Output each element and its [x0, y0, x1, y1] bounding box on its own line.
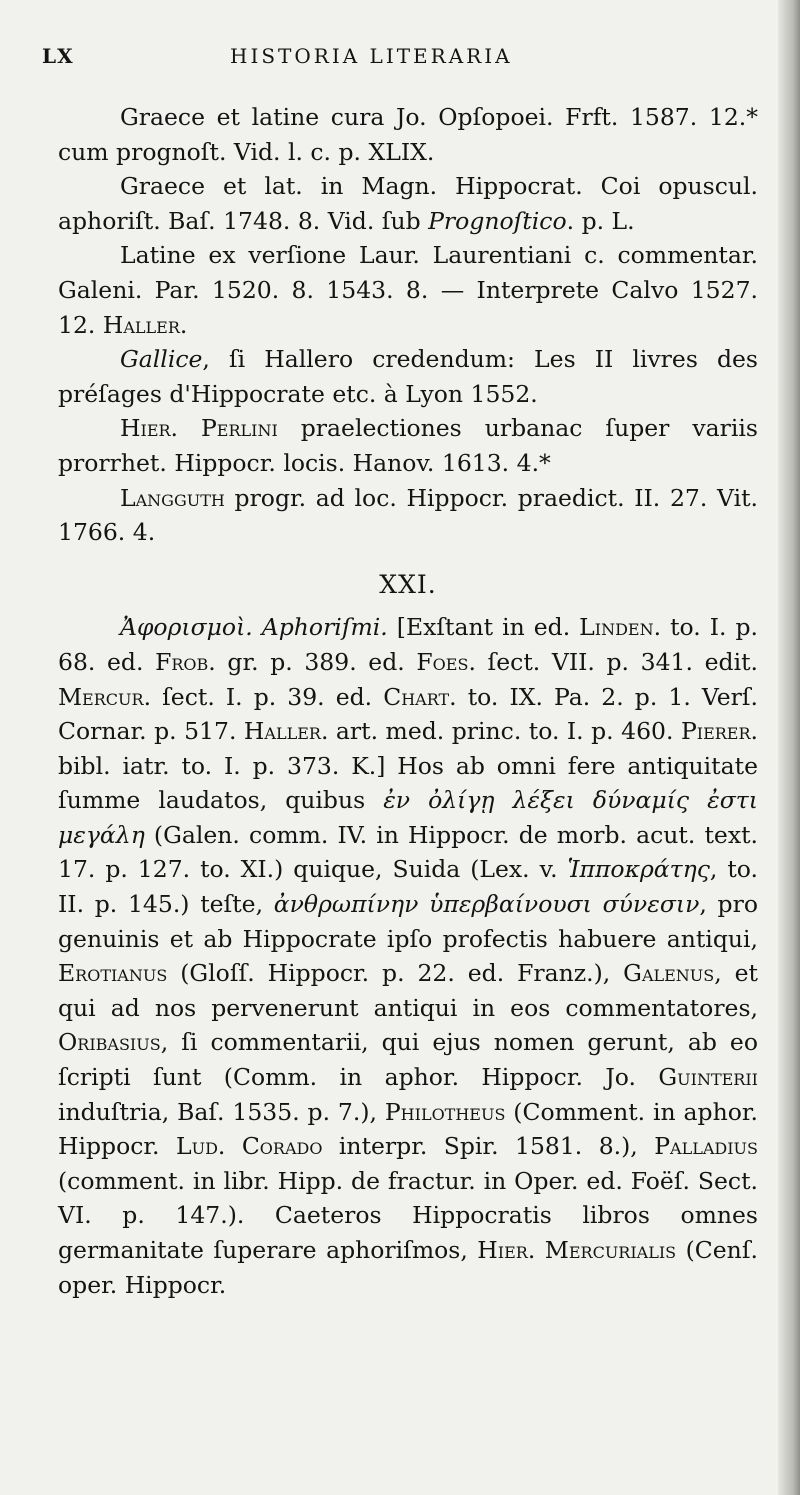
greek-title: Ἀφορισμοὶ.: [120, 613, 253, 642]
aphorismi-paragraph: Ἀφορισμοὶ. Aphoriſmi. [Exſtant in ed. Linden. to. I. p. 68. ed. Frob. gr. p. 389. ed. Foes. ſect. VII. p. 341. edit. Mercur. ſect. I. p. 39. ed. Chart. to. IX. Pa. 2. p. 1. Verſ. Cornar. p. 517. Haller. art. med. princ. to. I. p. 460. Pierer. bibl. iatr. to. I. p. 373. K.] Hos ab omni fere antiquitate ſumme laudatos, quibus ἐν ὀλίγῃ λέξει δύναμίς ἐστι μεγάλη (Galen. comm. IV. in Hippocr. de morb. acut. text. 17. p. 127. to. XI.) quique, Suida (Lex. v. Ἱπποκράτης, to. II. p. 145.) teſte, ἀνθρωπίνην ὑπερβαίνουσι σύνεσιν, pro genuinis et ab Hippocrate ipſo profectis habuere antiqui, Erotianus (Gloſſ. Hippocr. p. 22. ed. Franz.), Galenus, et qui ad nos pervenerunt antiqui in eos commentatores, Oribasius, ſi commentarii, qui ejus nomen gerunt, ab eo ſcripti ſunt (Comm. in aphor. Hippocr. Jo. Guinterii induſtria, Baſ. 1535. p. 7.), Philotheus (Comment. in aphor. Hippocr. Lud. Corado interpr. Spir. 1581. 8.), Palladius (comment. in libr. Hipp. de fractur. in Oper. ed. Foëſ. Sect. VI. p. 147.). Caeteros Hippocratis libros omnes germanitate ſuperare aphoriſmos, Hier. Mercurialis (Cenſ. oper. Hippocr.: [58, 613, 759, 1299]
section-heading: XXI.: [379, 569, 437, 599]
entry-graece-latine-opsopoei: Graece et latine cura Jo. Opſopoei. Frft. 1587. 12.* cum prognoſt. Vid. l. c. p. XLIX.: [58, 103, 758, 166]
greek-quote-1: ἐν ὀλίγῃ λέξει δύναμίς ἐστι μεγάλη: [58, 786, 758, 849]
latin-title: Aphoriſmi.: [261, 613, 388, 642]
page-body: [58, 100, 758, 1302]
running-title: HISTORIA LITERARIA: [230, 44, 513, 68]
page-number: LX: [42, 44, 74, 68]
entry-gallice: Gallice, ſi Hallero credendum: Les II livres des préſages d'Hippocrate etc. à Lyon 1552.: [58, 345, 758, 408]
entry-perlini: Hier. Perlini praelectiones urbanac ſuper variis prorrhet. Hippocr. locis. Hanov. 1613. 4.*: [58, 414, 758, 477]
greek-quote-3: ἀνθρωπίνην ὑπερβαίνουσι σύνεσιν: [273, 890, 700, 919]
page-edge-shadow: [778, 0, 800, 1495]
entry-graece-lat-basel: Graece et lat. in Magn. Hippocrat. Coi opuscul. aphoriſt. Baſ. 1748. 8. Vid. ſub Prognoſtico. p. L.: [58, 172, 758, 235]
running-header: [30, 44, 760, 74]
greek-quote-2: Ἱπποκράτης: [567, 855, 710, 884]
entry-langguth: Langguth progr. ad loc. Hippocr. praedict. II. 27. Vit. 1766. 4.: [58, 483, 758, 547]
entry-latine-laurentiani: Latine ex verſione Laur. Laurentiani c. commentar. Galeni. Par. 1520. 8. 1543. 8. — Interprete Calvo 1527. 12. Haller.: [58, 241, 758, 339]
